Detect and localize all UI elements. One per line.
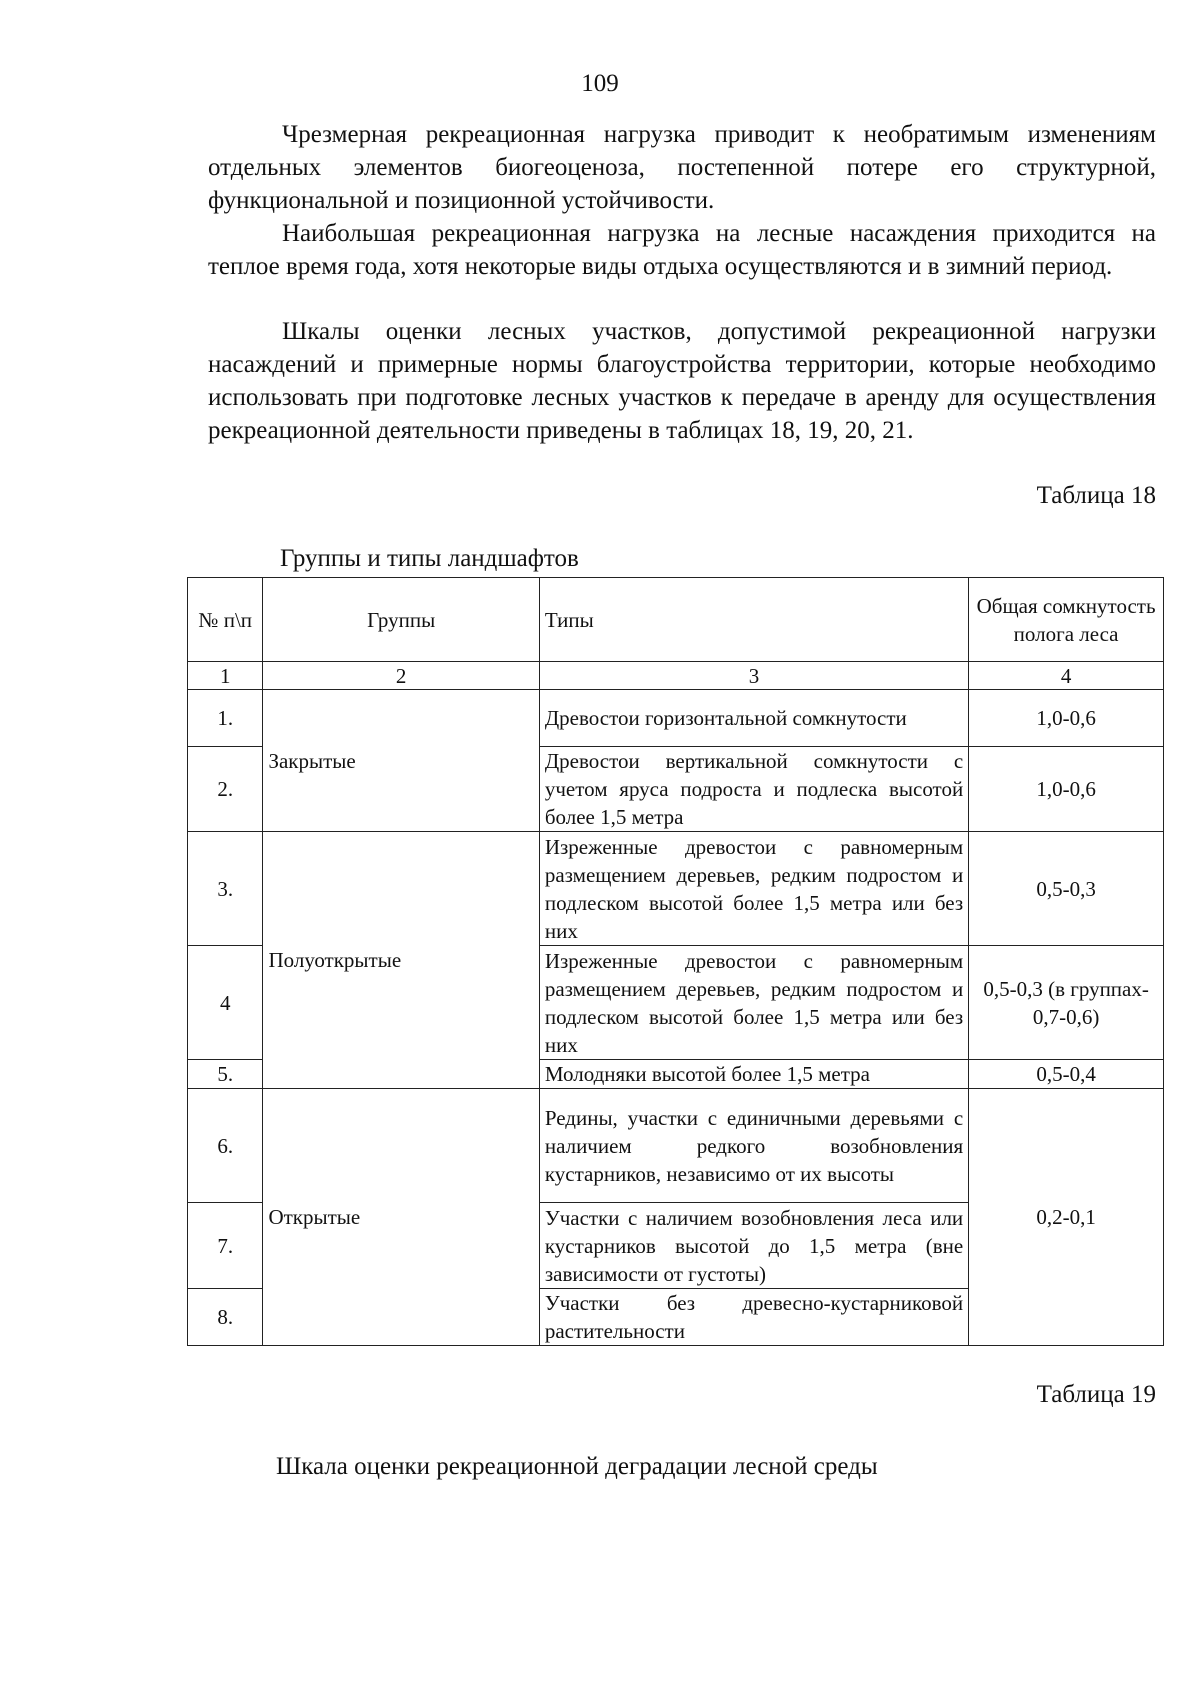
- column-number: 4: [969, 662, 1164, 690]
- row-type: Древостои вертикальной сомкнутости с учетом яруса подроста и подлеска высотой более 1,5 метра: [539, 747, 968, 832]
- row-type: Изреженные древостои с равномерным размещением деревьев, редким подростом и подлеском высотой более 1,5 метра или без них: [539, 832, 968, 946]
- row-type: Редины, участки с единичными деревьями с наличием редкого возобновления кустарников, независимо от их высоты: [539, 1089, 968, 1203]
- landscape-groups-table: [187, 577, 1164, 1346]
- row-num: 6.: [188, 1089, 263, 1203]
- paragraph-text: Шкалы оценки лесных участков, допустимой рекреационной нагрузки насаждений и примерные нормы благоустройства территории, которые необходимо использовать при подготовке лесных участков к передаче в аренду для осуществления рекреационной деятельности приведены в таблицах 18, 19, 20, 21.: [208, 318, 1156, 444]
- column-number: 2: [263, 662, 539, 690]
- row-closure: 1,0-0,6: [969, 747, 1164, 832]
- table-18-caption: Таблица 18: [1036, 482, 1156, 509]
- row-type: Участки без древесно-кустарниковой растительности: [539, 1289, 968, 1346]
- row-type: Изреженные древостои с равномерным размещением деревьев, редким подростом и подлеском высотой более 1,5 метра или без них: [539, 946, 968, 1060]
- row-type: Молодняки высотой более 1,5 метра: [539, 1060, 968, 1089]
- group-label: Открытые: [268, 1205, 361, 1229]
- row-num: 1.: [188, 690, 263, 747]
- row-num: 4: [188, 946, 263, 1060]
- paragraph-1: [208, 118, 1156, 217]
- paragraph-text: Наибольшая рекреационная нагрузка на лесные насаждения приходится на теплое время года, хотя некоторые виды отдыха осуществляются и в зимний период.: [208, 220, 1156, 280]
- row-num: 2.: [188, 747, 263, 832]
- header-types: Типы: [539, 578, 968, 662]
- paragraph-3: [208, 315, 1156, 447]
- row-type: Участки с наличием возобновления леса или кустарников высотой до 1,5 метра (вне зависимости от густоты): [539, 1203, 968, 1289]
- group-label: Полуоткрытые: [268, 948, 402, 972]
- header-num: № п\п: [188, 578, 263, 662]
- table-19-caption: Таблица 19: [1036, 1381, 1156, 1408]
- header-groups: Группы: [263, 578, 539, 662]
- page-number: 109: [581, 70, 619, 97]
- group-semi-open: [263, 832, 539, 1089]
- paragraph-text: Чрезмерная рекреационная нагрузка приводит к необратимым изменениям отдельных элементов биогеоценоза, постепенной потере его структурной, функциональной и позиционной устойчивости.: [208, 121, 1156, 214]
- table-18-title: Группы и типы ландшафтов: [280, 545, 579, 572]
- row-closure: 1,0-0,6: [969, 690, 1164, 747]
- row-num: 5.: [188, 1060, 263, 1089]
- group-label: Закрытые: [268, 748, 356, 773]
- table-row: [188, 1089, 1164, 1203]
- column-number: 1: [188, 662, 263, 690]
- table-19-title: Шкала оценки рекреационной деградации лесной среды: [276, 1453, 878, 1480]
- paragraph-2: [208, 217, 1156, 283]
- header-closure: Общая сомкнутость полога леса: [969, 578, 1164, 662]
- table-row: [188, 832, 1164, 946]
- row-type: Древостои горизонтальной сомкнутости: [539, 690, 968, 747]
- open-closure: 0,2-0,1: [969, 1089, 1164, 1346]
- group-closed: [263, 690, 539, 832]
- row-closure: 0,5-0,3: [969, 832, 1164, 946]
- column-number: 3: [539, 662, 968, 690]
- row-num: 3.: [188, 832, 263, 946]
- table-header-row: [188, 578, 1164, 662]
- table-row: [188, 690, 1164, 747]
- group-open: [263, 1089, 539, 1346]
- column-number-row: [188, 662, 1164, 690]
- row-num: 7.: [188, 1203, 263, 1289]
- row-closure: 0,5-0,4: [969, 1060, 1164, 1089]
- row-closure: 0,5-0,3 (в группах- 0,7-0,6): [969, 946, 1164, 1060]
- row-num: 8.: [188, 1289, 263, 1346]
